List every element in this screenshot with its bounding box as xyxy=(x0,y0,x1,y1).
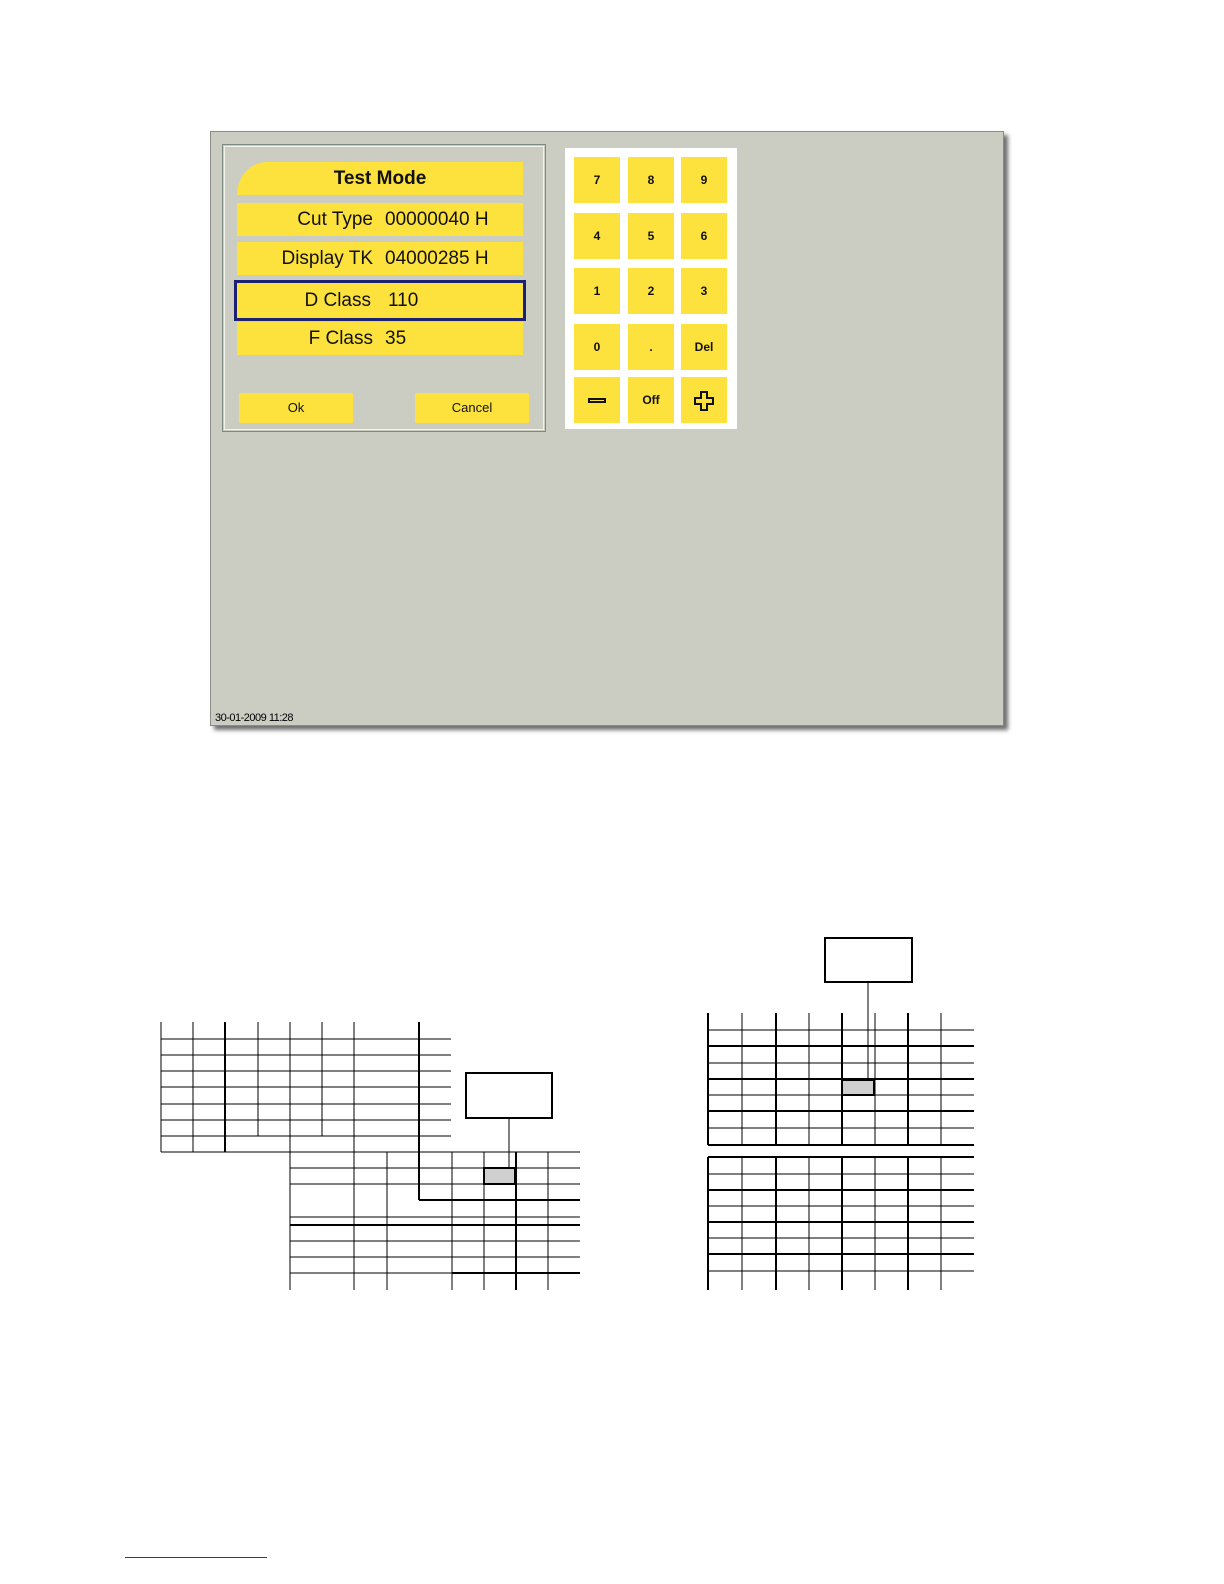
key-6[interactable]: 6 xyxy=(681,213,727,259)
field-label: Display TK xyxy=(281,248,373,269)
ok-button[interactable]: Ok xyxy=(239,393,353,423)
field-f-class[interactable] xyxy=(237,322,523,355)
key-decimal[interactable]: . xyxy=(628,324,674,370)
cancel-button[interactable]: Cancel xyxy=(415,393,529,423)
minus-icon xyxy=(588,398,606,403)
status-timestamp: 30-01-2009 11:28 xyxy=(215,712,294,724)
plus-icon xyxy=(694,391,714,411)
key-off[interactable]: Off xyxy=(628,377,674,423)
key-del[interactable]: Del xyxy=(681,324,727,370)
dialog-title: Test Mode xyxy=(237,162,523,195)
field-label: Cut Type xyxy=(297,209,373,230)
device-screen xyxy=(210,131,1004,726)
key-7[interactable]: 7 xyxy=(574,157,620,203)
key-4[interactable]: 4 xyxy=(574,213,620,259)
key-8[interactable]: 8 xyxy=(628,157,674,203)
key-0[interactable]: 0 xyxy=(574,324,620,370)
key-3[interactable]: 3 xyxy=(681,268,727,314)
key-2[interactable]: 2 xyxy=(628,268,674,314)
field-value: 110 xyxy=(388,290,419,311)
key-5[interactable]: 5 xyxy=(628,213,674,259)
key-9[interactable]: 9 xyxy=(681,157,727,203)
footer-link-underline xyxy=(125,1557,267,1558)
key-1[interactable]: 1 xyxy=(574,268,620,314)
key-plus[interactable] xyxy=(681,377,727,423)
field-display-tk[interactable] xyxy=(237,242,523,275)
field-value: 35 xyxy=(385,328,407,349)
field-label: F Class xyxy=(308,328,373,349)
numeric-keypad xyxy=(565,148,737,429)
field-value: 04000285 H xyxy=(385,248,489,269)
test-mode-dialog xyxy=(222,144,546,432)
key-minus[interactable] xyxy=(574,377,620,423)
field-label: D Class xyxy=(304,290,371,311)
field-d-class[interactable] xyxy=(234,280,526,321)
field-cut-type[interactable] xyxy=(237,203,523,236)
field-value: 00000040 H xyxy=(385,209,489,230)
